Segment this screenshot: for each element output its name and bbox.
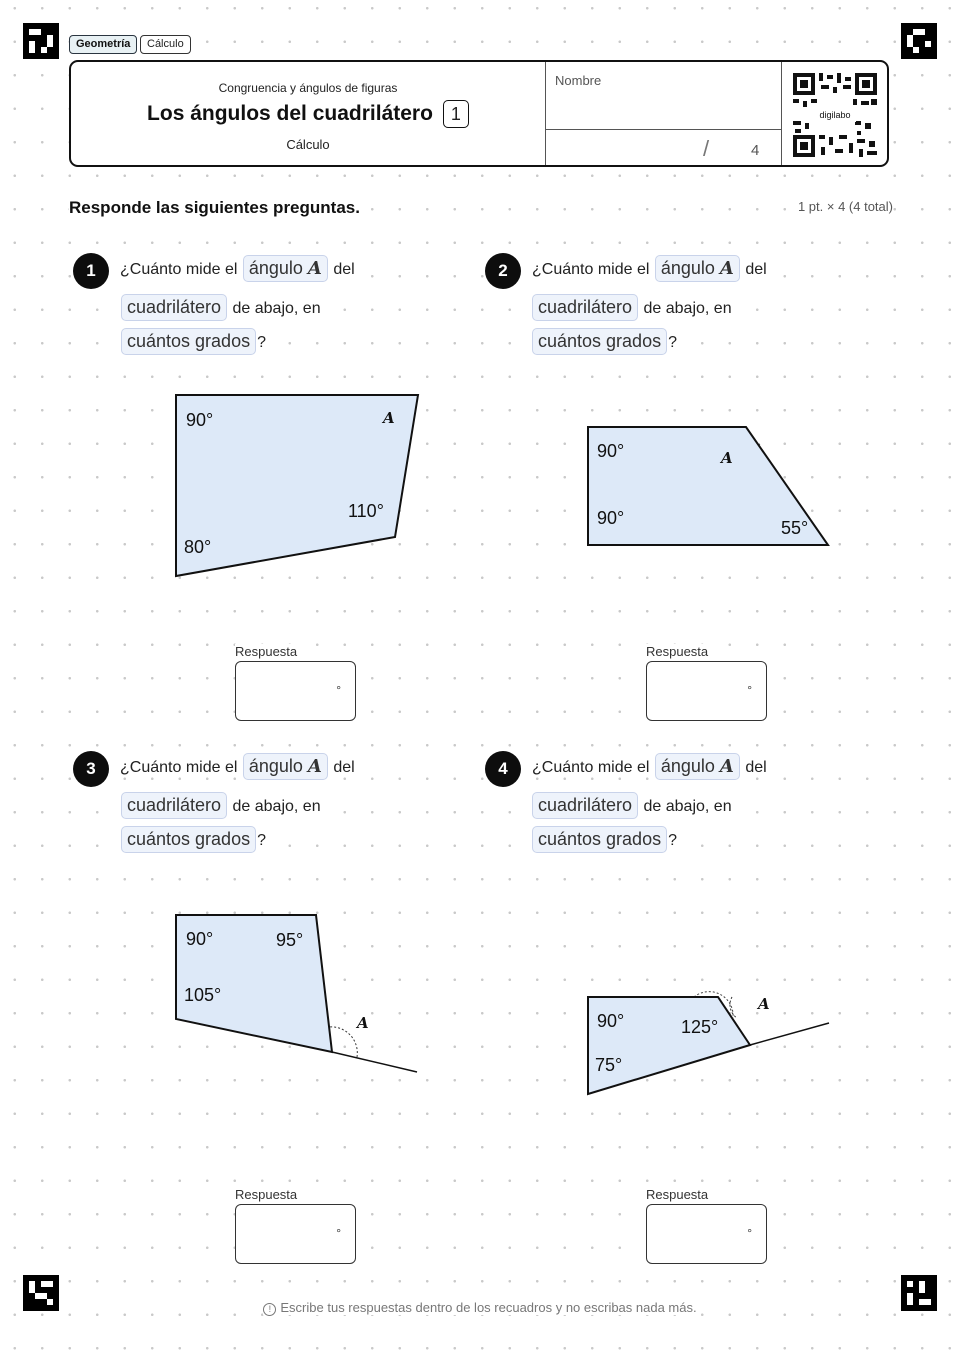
question-text: del	[745, 261, 767, 278]
question-mark: ?	[668, 334, 677, 351]
question-text: ¿Cuánto mide el	[532, 261, 650, 278]
angle-label: 55°	[781, 518, 809, 538]
question-mark: ?	[257, 832, 266, 849]
question-text: del	[333, 759, 355, 776]
degree-symbol: °	[747, 1226, 752, 1240]
angle-label: 90°	[597, 441, 625, 461]
question-mark: ?	[257, 334, 266, 351]
score-slash: /	[703, 136, 710, 161]
keyword-angulo[interactable]: ángulo A	[655, 255, 740, 282]
angle-label: 75°	[595, 1055, 623, 1075]
angle-a-label: A	[721, 449, 733, 467]
score-total: 4	[751, 142, 760, 159]
angle-label: 90°	[597, 1011, 625, 1031]
angle-label: 90°	[186, 410, 214, 430]
answer-label-1: Respuesta	[235, 644, 298, 659]
tag-geometria[interactable]: Geometría	[69, 35, 137, 54]
worksheet-number: 1	[443, 100, 469, 128]
answer-box-4[interactable]	[646, 1204, 767, 1264]
answer-label-2: Respuesta	[646, 644, 709, 659]
keyword-cuantos-grados[interactable]: cuántos grados	[121, 826, 256, 853]
svg-text:digilabo: digilabo	[819, 110, 851, 120]
angle-a-label: A	[758, 995, 770, 1013]
keyword-angulo[interactable]: ángulo A	[243, 753, 328, 780]
instructions: Responde las siguientes preguntas.	[69, 198, 360, 217]
question-text: de abajo, en	[232, 300, 321, 317]
question-text: de abajo, en	[232, 798, 321, 815]
angle-a-label: A	[357, 1014, 369, 1032]
answer-label-3: Respuesta	[235, 1187, 298, 1202]
keyword-cuadrilatero[interactable]: cuadrilátero	[121, 294, 227, 321]
answer-box-1[interactable]	[235, 661, 356, 721]
degree-symbol: °	[747, 683, 752, 697]
degree-symbol: °	[336, 1226, 341, 1240]
question-text: ¿Cuánto mide el	[120, 759, 238, 776]
footer-note	[0, 1300, 960, 1316]
extension-line	[332, 1052, 417, 1072]
info-circle-icon: !	[263, 1303, 276, 1316]
footer-text: Escribe tus respuestas dentro de los recuadros y no escribas nada más.	[280, 1300, 697, 1315]
page-title: Los ángulos del cuadrilátero	[147, 102, 433, 125]
question-text: ¿Cuánto mide el	[532, 759, 650, 776]
keyword-cuantos-grados[interactable]: cuántos grados	[532, 328, 667, 355]
keyword-cuadrilatero[interactable]: cuadrilátero	[532, 792, 638, 819]
angle-label: 95°	[276, 930, 304, 950]
name-field[interactable]: Nombre	[555, 73, 602, 88]
keyword-angulo[interactable]: ángulo A	[243, 255, 328, 282]
keyword-cuantos-grados[interactable]: cuántos grados	[121, 328, 256, 355]
question-text: ¿Cuánto mide el	[120, 261, 238, 278]
keyword-cuantos-grados[interactable]: cuántos grados	[532, 826, 667, 853]
points-summary: 1 pt. × 4 (4 total)	[797, 199, 893, 214]
question-text: de abajo, en	[643, 798, 732, 815]
angle-a-label: A	[383, 409, 395, 427]
answer-label-4: Respuesta	[646, 1187, 709, 1202]
degree-symbol: °	[336, 683, 341, 697]
extension-line	[750, 1023, 829, 1045]
answer-box-3[interactable]	[235, 1204, 356, 1264]
question-number-3: 3	[73, 751, 109, 787]
angle-label: 80°	[184, 537, 212, 557]
tag-calculo[interactable]: Cálculo	[140, 35, 191, 54]
angle-label: 110°	[348, 501, 384, 521]
angle-label: 105°	[184, 985, 222, 1005]
header-subtitle: Congruencia y ángulos de figuras	[218, 81, 398, 95]
question-mark: ?	[668, 832, 677, 849]
question-number-4: 4	[485, 751, 521, 787]
keyword-cuadrilatero[interactable]: cuadrilátero	[121, 792, 227, 819]
worksheet-kind: Cálculo	[286, 137, 330, 152]
question-number-2: 2	[485, 253, 521, 289]
keyword-cuadrilatero[interactable]: cuadrilátero	[532, 294, 638, 321]
keyword-angulo[interactable]: ángulo A	[655, 753, 740, 780]
angle-label: 90°	[597, 508, 625, 528]
angle-label: 125°	[681, 1017, 719, 1037]
question-number-1: 1	[73, 253, 109, 289]
question-text: de abajo, en	[643, 300, 732, 317]
question-text: del	[745, 759, 767, 776]
answer-box-2[interactable]	[646, 661, 767, 721]
question-text: del	[333, 261, 355, 278]
angle-label: 90°	[186, 929, 214, 949]
